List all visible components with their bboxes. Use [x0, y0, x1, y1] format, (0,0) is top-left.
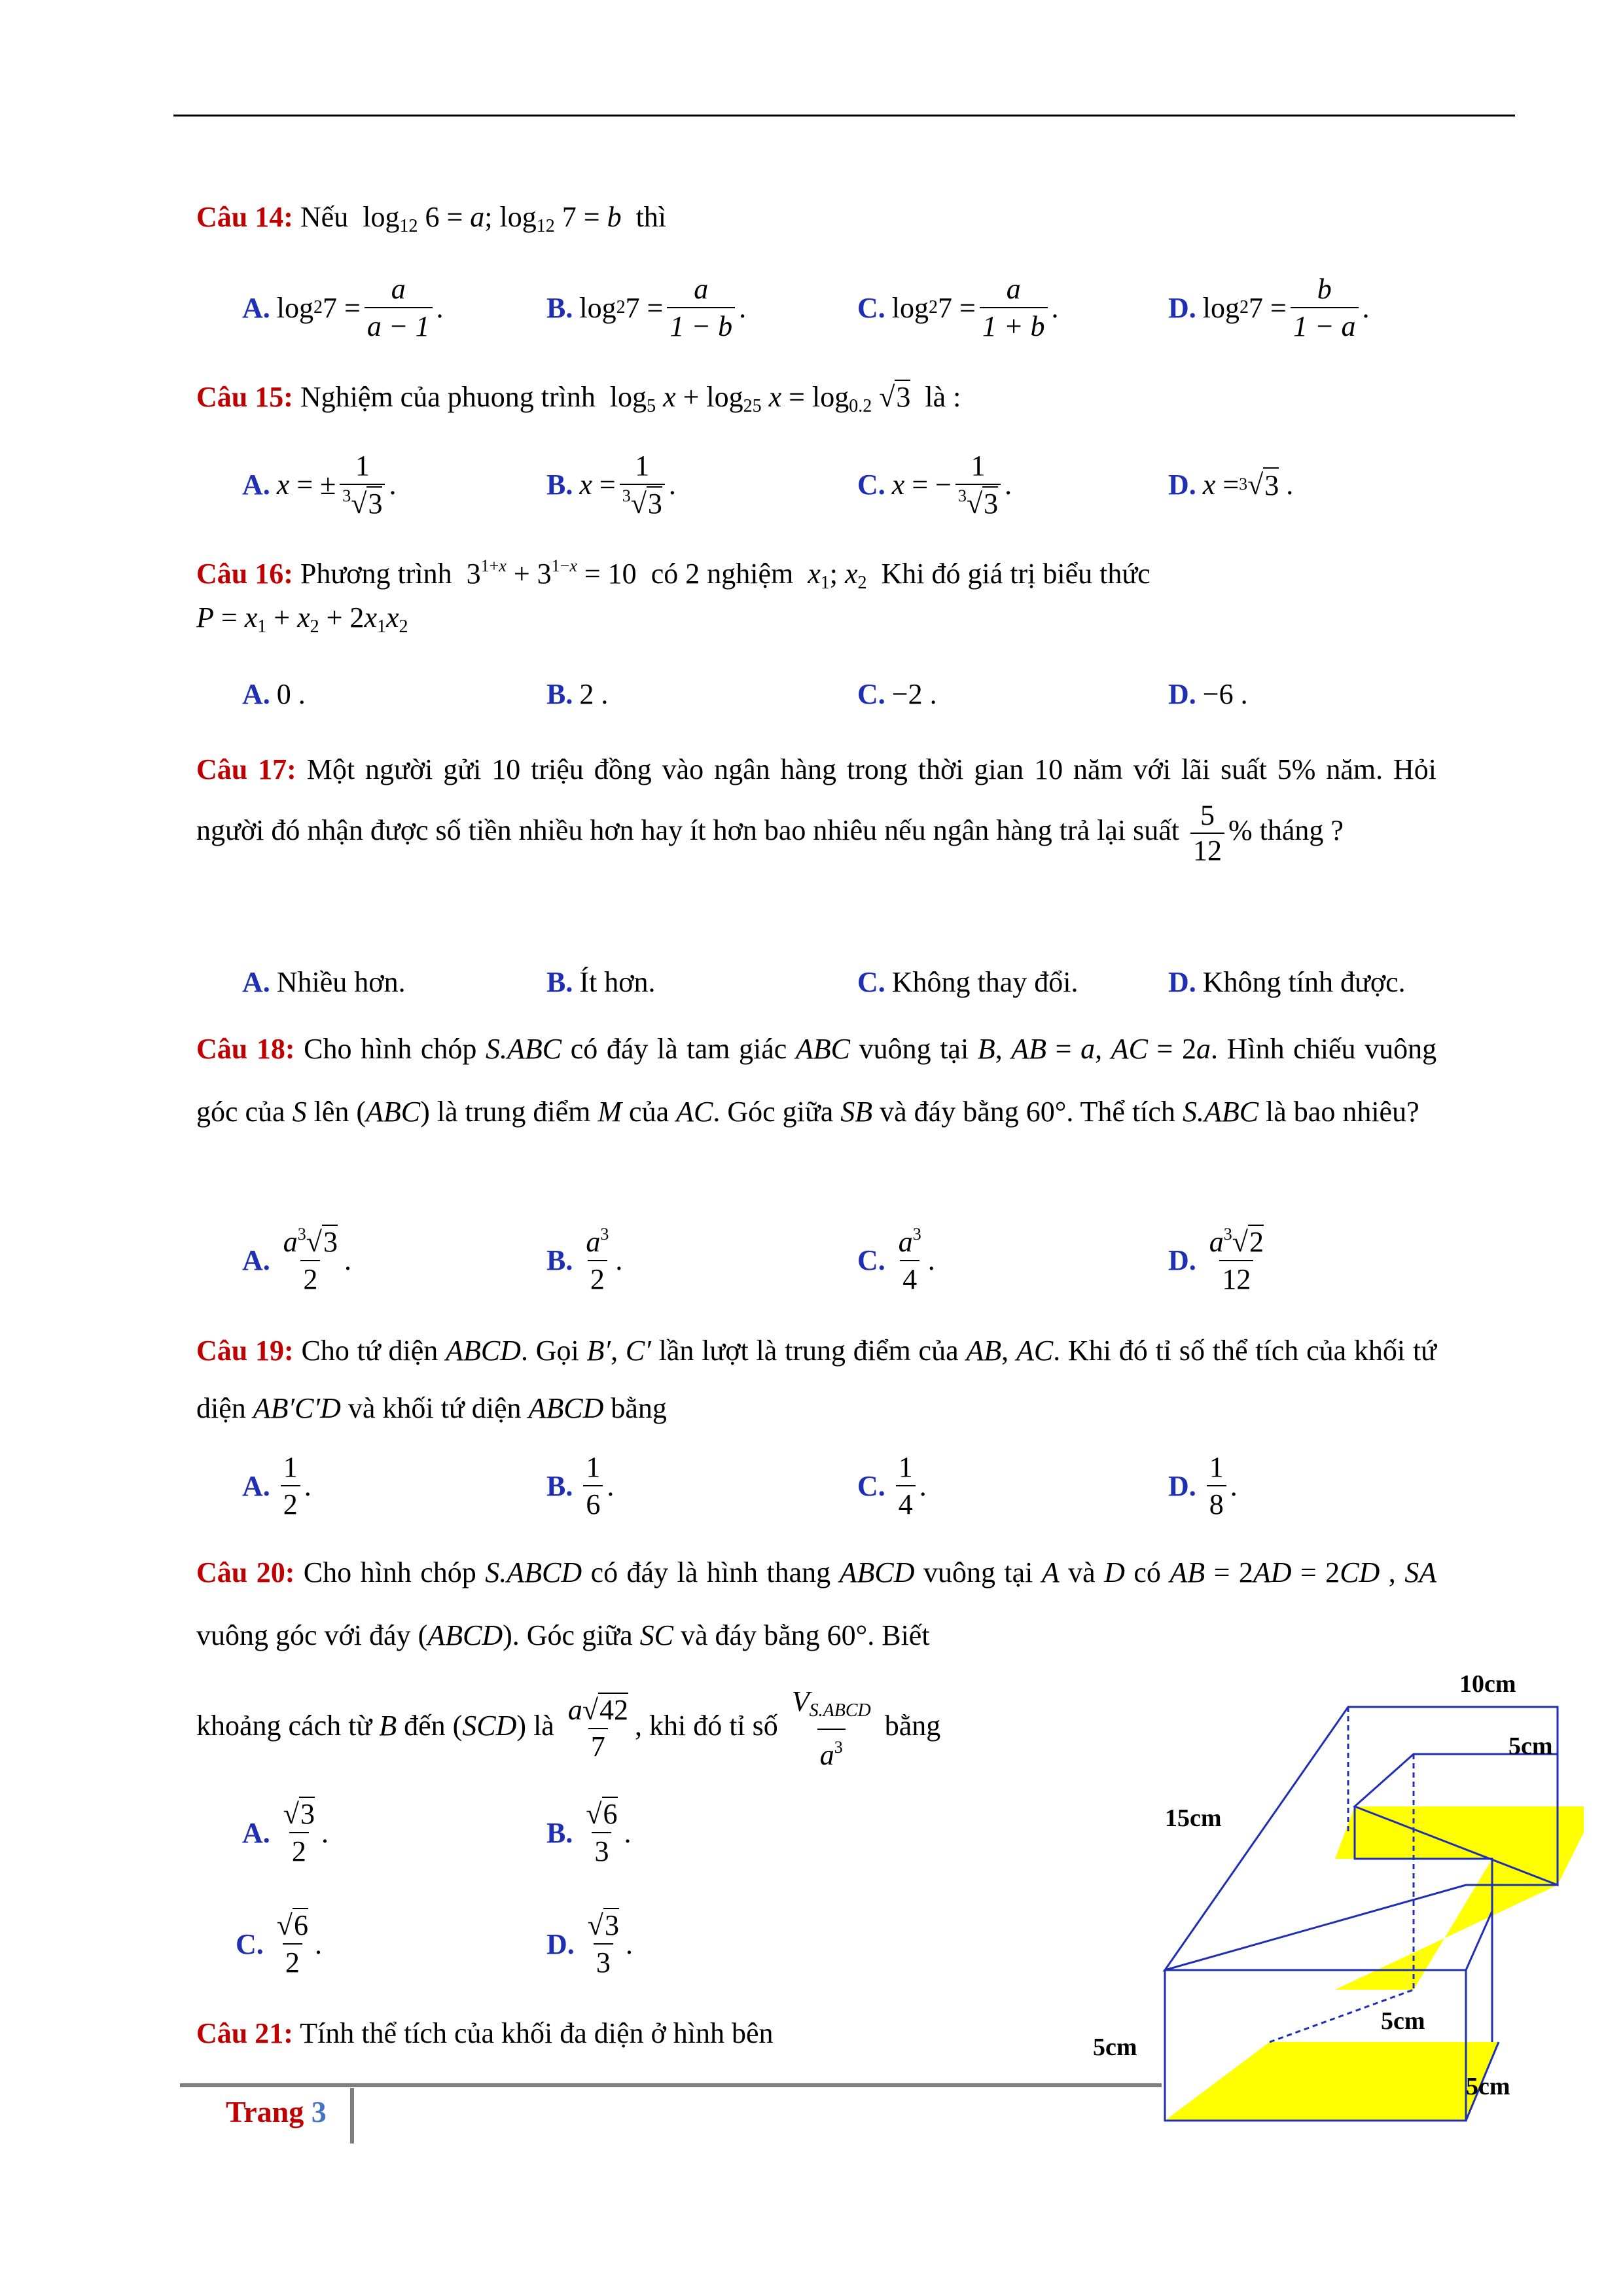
- option-c[interactable]: C. $\frac{√6}{2}$ .: [236, 1909, 322, 1979]
- option-a[interactable]: A. $\frac{√3}{2}$ .: [242, 1798, 329, 1867]
- equation: $3^{1+x} + 3^{1-x} = 10$: [459, 556, 644, 590]
- option-c[interactable]: C. x = − $\frac{1}{^3√3}$ .: [857, 449, 1012, 520]
- page-number: Trang 3: [226, 2095, 327, 2128]
- yellow-base: [1165, 1806, 1584, 2121]
- question-19: Câu 19: Cho tứ diện ABCD. Gọi B′, C′ lần lượt là trung điểm của AB, AC. Khi đó tỉ số thể tích của khối tứ diện AB′C′D và khối tứ diện ABCD bằng: [196, 1335, 1437, 1424]
- question-21: Câu 21: Tính thể tích của khối đa diện ở hình bên: [196, 2017, 774, 2049]
- option-c[interactable]: C. $\frac{a^3}{4}$ .: [857, 1224, 935, 1295]
- option-b[interactable]: B. 2 .: [546, 677, 609, 710]
- option-b[interactable]: B. x = $\frac{1}{^3√3}$ .: [546, 449, 676, 520]
- question-15: Câu 15: Nghiệm của phuong trình $\log_5 x + \log_{25} x = \log_{0.2} √3$ là :: [196, 381, 961, 416]
- question-18: Câu 18: Cho hình chóp S.ABC có đáy là tam giác ABC vuông tại B, AB = a, AC = 2a. Hình chiếu vuông góc của S lên (ABC) là trung điểm M của AC. Góc giữa SB và đáy bằng 60°. Thể tích S.ABC là bao nhiêu?: [196, 1033, 1437, 1128]
- question-20: Câu 20: Cho hình chóp S.ABCD có đáy là hình thang ABCD vuông tại A và D có AB = 2AD = 2CD , SA vuông góc với đáy (ABCD). Góc giữa SC và đáy bằng 60°. Biết: [196, 1556, 1437, 1651]
- option-a[interactable]: A. $\frac{a^3√3}{2}$ .: [242, 1224, 351, 1295]
- option-d[interactable]: D. $\frac{√3}{3}$ .: [546, 1909, 633, 1979]
- option-d[interactable]: D. log 2 7 = $\frac{b}{1 - a}$ .: [1168, 273, 1370, 342]
- rate-fraction: $\frac{5}{12}$: [1190, 800, 1224, 867]
- header-rule: [173, 115, 1515, 117]
- option-a[interactable]: A. $\frac{1}{2}$ .: [242, 1451, 312, 1520]
- roots: $x_1$; $x_2$: [808, 558, 867, 593]
- base-back-face: [1335, 1806, 1584, 1990]
- question-16: Câu 16: Phương trình $3^{1+x} + 3^{1-x} = 10$ có 2 nghiệm $x_1$; $x_2$ Khi đó giá trị biểu thức $P = x_1 + x_2 + 2x_1x_2$: [196, 556, 1150, 637]
- option-b[interactable]: B. log 2 7 = $\frac{a}{1 - b}$ .: [546, 273, 747, 342]
- footer-rule: [180, 2083, 1162, 2087]
- formula: $\log_{12} 6 = a$; $\log_{12} 7 = b$: [355, 201, 622, 236]
- option-d[interactable]: D. $\frac{1}{8}$ .: [1168, 1451, 1238, 1520]
- option-b[interactable]: B. $\frac{√6}{3}$ .: [546, 1798, 632, 1867]
- option-c[interactable]: C. −2 .: [857, 677, 937, 710]
- option-b[interactable]: B. $\frac{1}{6}$ .: [546, 1451, 615, 1520]
- expression: $P = x_1 + x_2 + 2x_1x_2$: [196, 601, 408, 637]
- option-a[interactable]: A. log 2 7 = $\frac{a}{a - 1}$ .: [242, 273, 444, 342]
- dim-label: 5cm: [1093, 2034, 1137, 2061]
- polyhedron-figure: [1073, 1676, 1584, 2134]
- dim-label: 5cm: [1466, 2073, 1510, 2100]
- dim-label: 15cm: [1165, 1804, 1222, 1832]
- option-c[interactable]: C. $\frac{1}{4}$ .: [857, 1451, 927, 1520]
- question-14: Câu 14: Nếu $\log_{12} 6 = a$; $\log_{12} 7 = b$ thì: [196, 201, 667, 236]
- option-c[interactable]: C. log 2 7 = $\frac{a}{1 + b}$ .: [857, 273, 1059, 342]
- footer-divider: [350, 2088, 354, 2144]
- question-20-cont: khoảng cách từ B đến (SCD) là $\frac{a√42}{7}$ , khi đó tỉ số $\frac{V_{S.ABCD}}{a^3}$ bằng: [196, 1685, 941, 1771]
- dim-label: 5cm: [1381, 2007, 1425, 2035]
- option-c[interactable]: C. Không thay đổi.: [857, 965, 1079, 998]
- base-front-face: [1165, 2042, 1499, 2121]
- option-a[interactable]: A. 0 .: [242, 677, 306, 710]
- option-d[interactable]: D. Không tính được.: [1168, 965, 1406, 998]
- option-d[interactable]: D. x = 3 √ 3 .: [1168, 468, 1294, 501]
- option-d[interactable]: D. −6 .: [1168, 677, 1248, 710]
- dim-label: 10cm: [1459, 1676, 1516, 1698]
- question-17: Câu 17: Một người gửi 10 triệu đồng vào ngân hàng trong thời gian 10 năm với lãi suất 5% năm. Hỏi người đó nhận được số tiền nhiều hơn hay ít hơn bao nhiêu nếu ngân hàng trả lại suất $\frac{5}{12}$ % tháng ?: [196, 753, 1437, 867]
- option-b[interactable]: B. Ít hơn.: [546, 965, 656, 998]
- option-a[interactable]: A. x = ± $\frac{1}{^3√3}$ .: [242, 449, 397, 520]
- dim-label: 5cm: [1508, 1732, 1553, 1760]
- option-d[interactable]: D. $\frac{a^3√2}{12}$: [1168, 1224, 1264, 1295]
- option-b[interactable]: B. $\frac{a^3}{2}$ .: [546, 1224, 623, 1295]
- formula: $\log_5 x + \log_{25} x = \log_{0.2} √3$: [602, 381, 911, 416]
- option-a[interactable]: A. Nhiều hơn.: [242, 965, 406, 998]
